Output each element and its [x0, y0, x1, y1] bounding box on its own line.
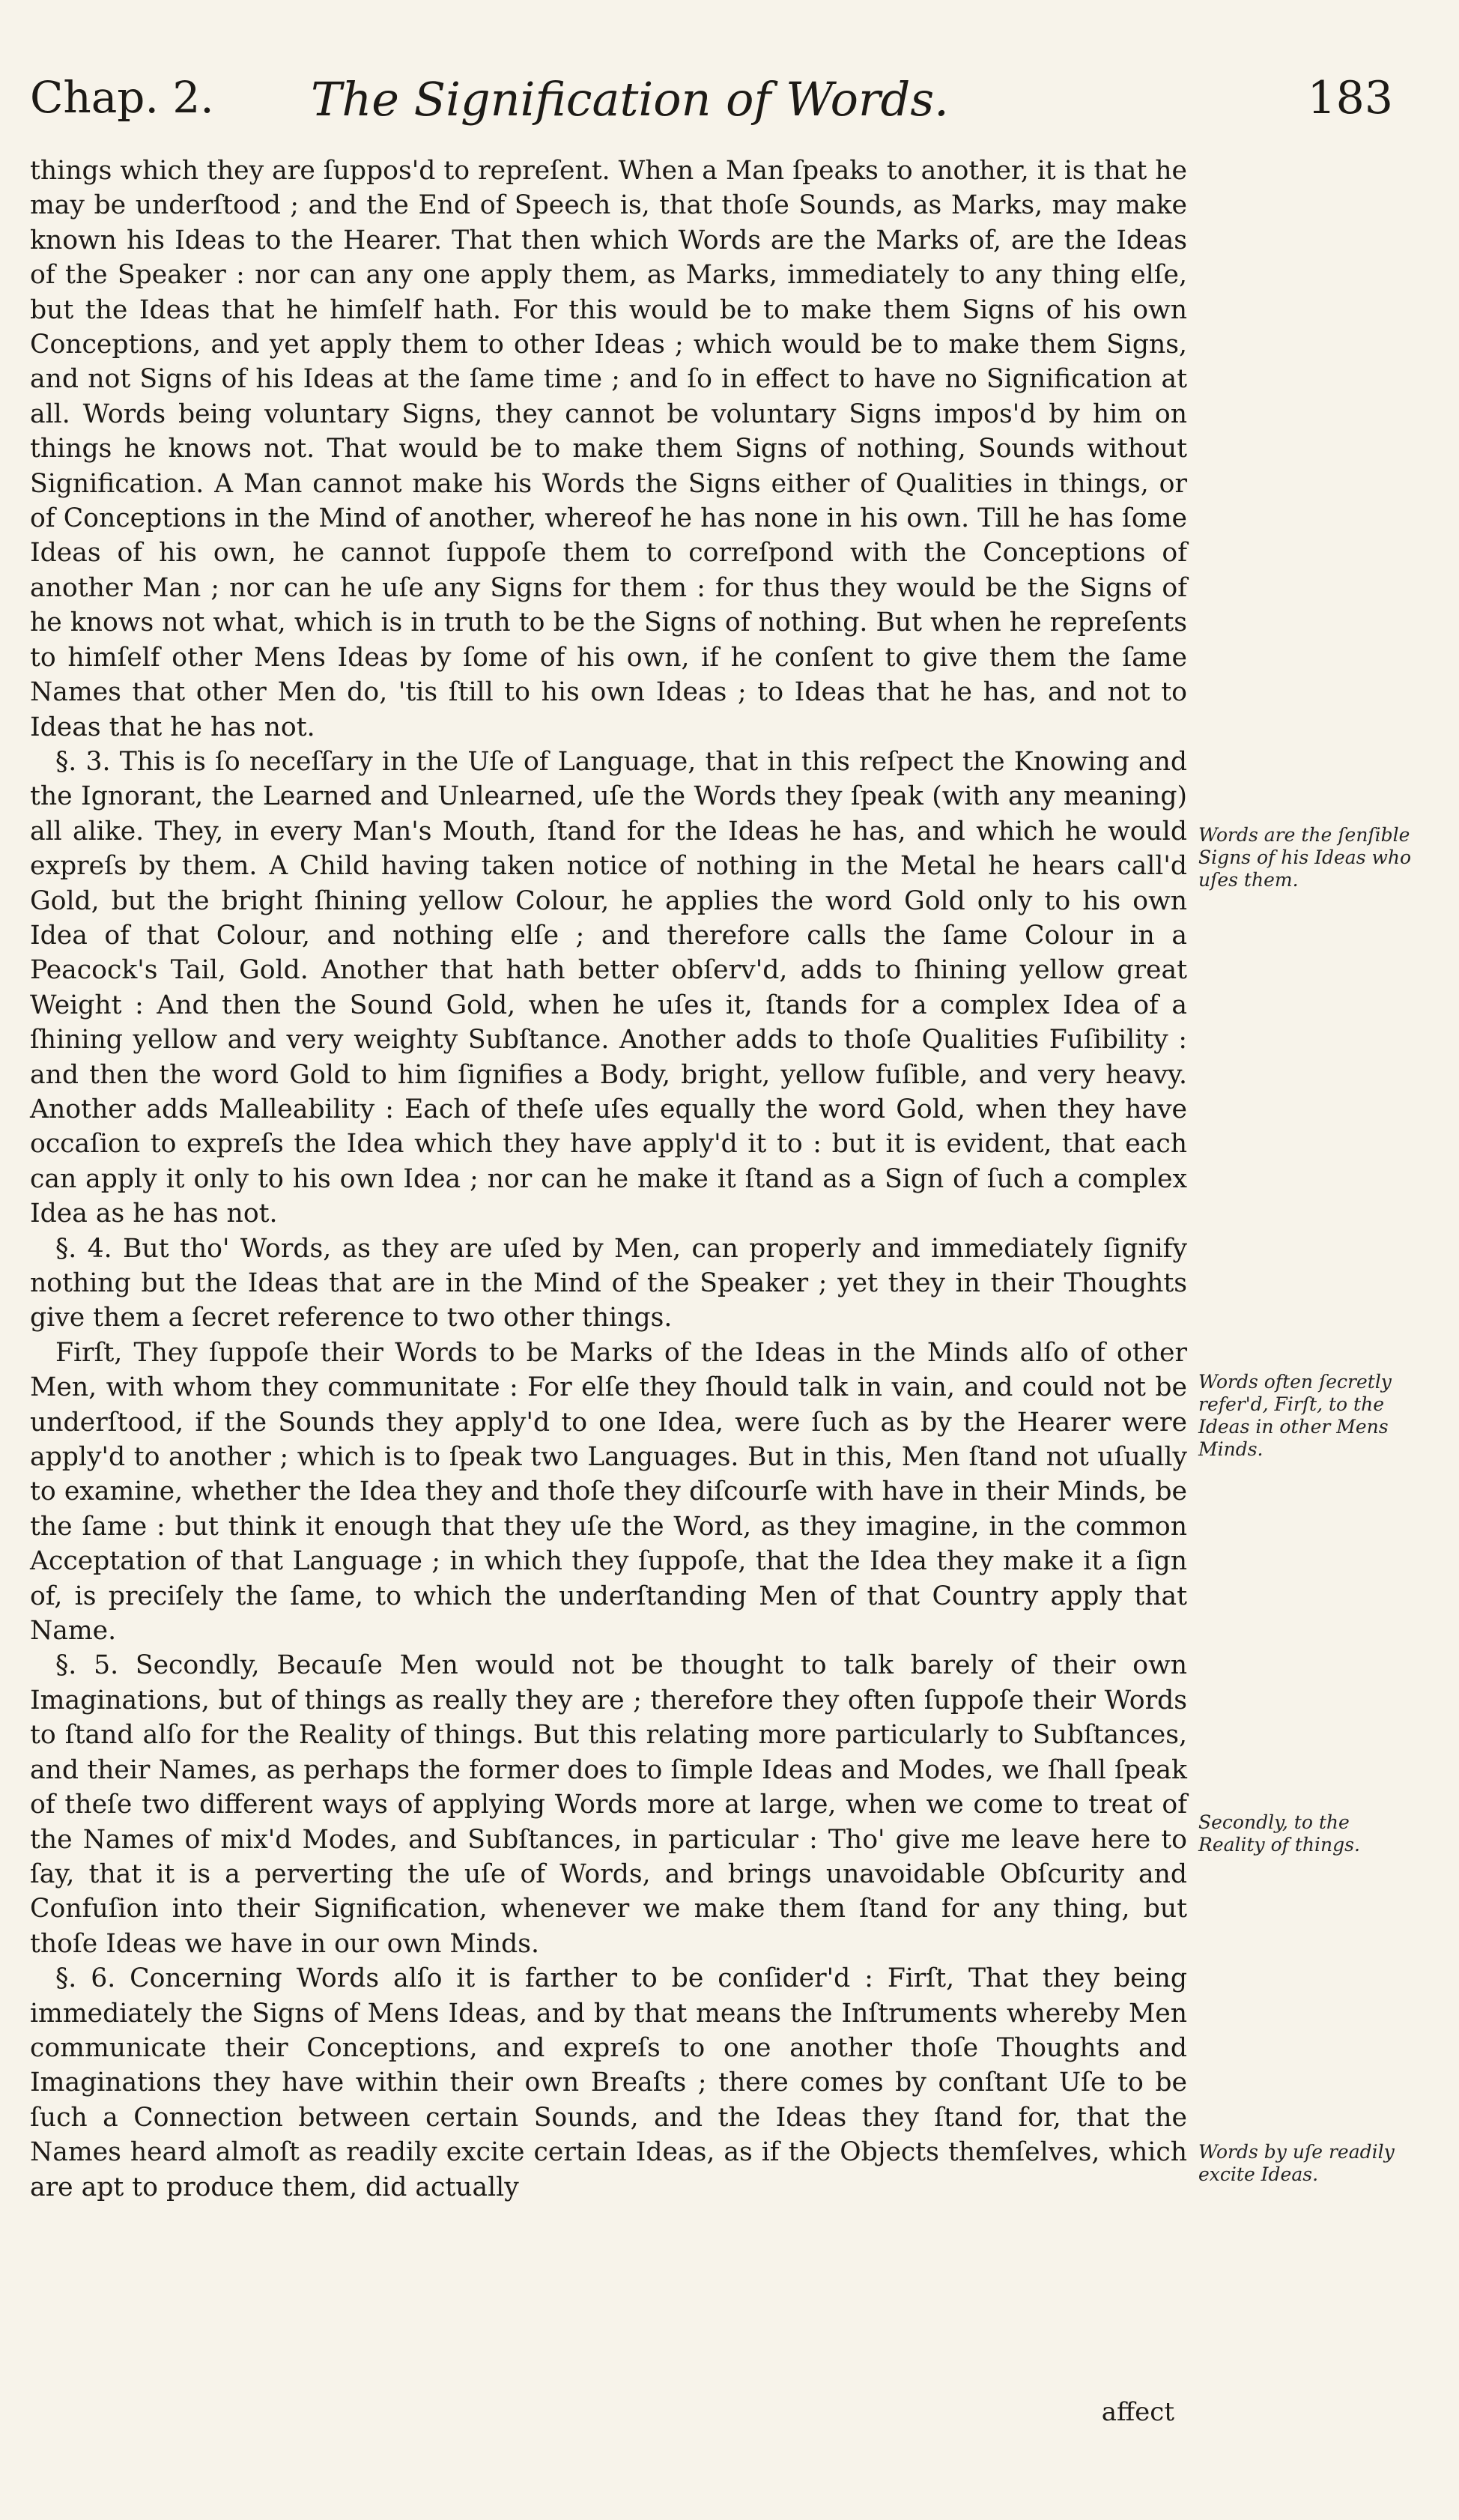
margin-note-section-3: Words are the ſenſible Signs of his Ideas who uſes them.: [1198, 824, 1412, 891]
main-text: [30, 154, 1187, 2205]
paragraph-section-6: §. 6. Concerning Words alſo it is farther to be conſider'd : Firſt, That they being immediately the Signs of Mens Ideas, and by that means the Inſtruments whereby Men communicate their Conceptions, and expreſs to one another thoſe Thoughts and Imaginations they have within their own Breaſts ; there comes by conſtant Uſe to be ſuch a Connection between certain Sounds, and the Ideas they ſtand for, that the Names heard almoſt as readily excite certain Ideas, as if the Objects themſelves, which are apt to produce them, did actually: [30, 1963, 1187, 2202]
paragraph-first: Firſt, They ſuppoſe their Words to be Marks of the Ideas in the Minds alſo of other Men, with whom they communitate : For elſe they ſhould talk in vain, and could not be underſtood, if the Sounds they apply'd to one Idea, were ſuch as by the Hearer were apply'd to another ; which is to ſpeak two Languages. But in this, Men ſtand not uſually to examine, whether the Idea they and thoſe they diſcourſe with have in their Minds, be the ſame : but think it enough that they uſe the Word, as they imagine, in the common Acceptation of that Language ; in which they ſuppoſe, that the Idea they make it a ſign of, is preciſely the ſame, to which the underſtanding Men of that Country apply that Name.: [30, 1337, 1187, 1647]
catchword: affect: [1101, 2397, 1174, 2427]
paragraph-section-5: §. 5. Secondly, Becauſe Men would not be thought to talk barely of their own Imaginations, but of things as really they are ; therefore they often ſuppoſe their Words to ſtand alſo for the Reality of things. But this relating more particularly to Subſtances, and their Names, as perhaps the former does to ſimple Ideas and Modes, we ſhall ſpeak of theſe two different ways of applying Words more at large, when we come to treat of the Names of mix'd Modes, and Subſtances, in particular : Tho' give me leave here to ſay, that it is a perverting the uſe of Words, and brings unavoidable Obſcurity and Confuſion into their Signification, whenever we make them ſtand for any thing, but thoſe Ideas we have in our own Minds.: [30, 1650, 1187, 1959]
paragraph-continuation: things which they are ſuppos'd to repreſent. When a Man ſpeaks to another, it is that he may be underſtood ; and the End of Speech is, that thoſe Sounds, as Marks, may make known his Ideas to the Hearer. That then which Words are the Marks of, are the Ideas of the Speaker : nor can any one apply them, as Marks, immediately to any thing elſe, but the Ideas that he himſelf hath. For this would be to make them Signs of his own Conceptions, and yet apply them to other Ideas ; which would be to make them Signs, and not Signs of his Ideas at the ſame time ; and ſo in effect to have no Signification at all. Words being voluntary Signs, they cannot be voluntary Signs impos'd by him on things he knows not. That would be to make them Signs of nothing, Sounds without Signification. A Man cannot make his Words the Signs either of Qualities in things, or of Conceptions in the Mind of another, whereof he has none in his own. Till he has ſome Ideas of his own, he cannot ſuppoſe them to correſpond with the Conceptions of another Man ; nor can he uſe any Signs for them : for thus they would be the Signs of he knows not what, which is in truth to be the Signs of nothing. But when he repreſents to himſelf other Mens Ideas by ſome of his own, if he conſent to give them the ſame Names that other Men do, 'tis ſtill to his own Ideas ; to Ideas that he has, and not to Ideas that he has not.: [30, 156, 1187, 742]
page-number: 183: [1307, 72, 1393, 124]
margin-note-section-6: Words by uſe readily excite Ideas.: [1198, 2141, 1395, 2185]
chapter-label: Chap. 2.: [30, 72, 214, 123]
running-header: [30, 72, 1393, 132]
margin-note-section-5: Secondly, to the Reality of things.: [1198, 1811, 1360, 1856]
paragraph-section-4: §. 4. But tho' Words, as they are uſed by Men, can properly and immediately ſignify nothing but the Ideas that are in the Mind of the Speaker ; yet they in their Thoughts give them a ſecret reference to two other things.: [30, 1233, 1187, 1333]
margin-note-section-4: Words often ſecretly refer'd, Firſt, to the Ideas in other Mens Minds.: [1198, 1371, 1392, 1460]
paragraph-section-3: §. 3. This is ſo neceſſary in the Uſe of Language, that in this reſpect the Knowing and the Ignorant, the Learned and Unlearned, uſe the Words they ſpeak (with any meaning) all alike. They, in every Man's Mouth, ſtand for the Ideas he has, and which he would expreſs by them. A Child having taken notice of nothing in the Metal he hears call'd Gold, but the bright ſhining yellow Colour, he applies the word Gold only to his own Idea of that Colour, and nothing elſe ; and therefore calls the ſame Colour in a Peacock's Tail, Gold. Another that hath better obſerv'd, adds to ſhining yellow great Weight : And then the Sound Gold, when he uſes it, ſtands for a complex Idea of a ſhining yellow and very weighty Subſtance. Another adds to thoſe Qualities Fuſibility : and then the word Gold to him ſignifies a Body, bright, yellow fuſible, and very heavy. Another adds Malleability : Each of theſe uſes equally the word Gold, when they have occaſion to expreſs the Idea which they have apply'd it to : but it is evident, that each can apply it only to his own Idea ; nor can he make it ſtand as a Sign of ſuch a complex Idea as he has not.: [30, 746, 1187, 1229]
page-title: The Signification of Words.: [311, 72, 949, 127]
